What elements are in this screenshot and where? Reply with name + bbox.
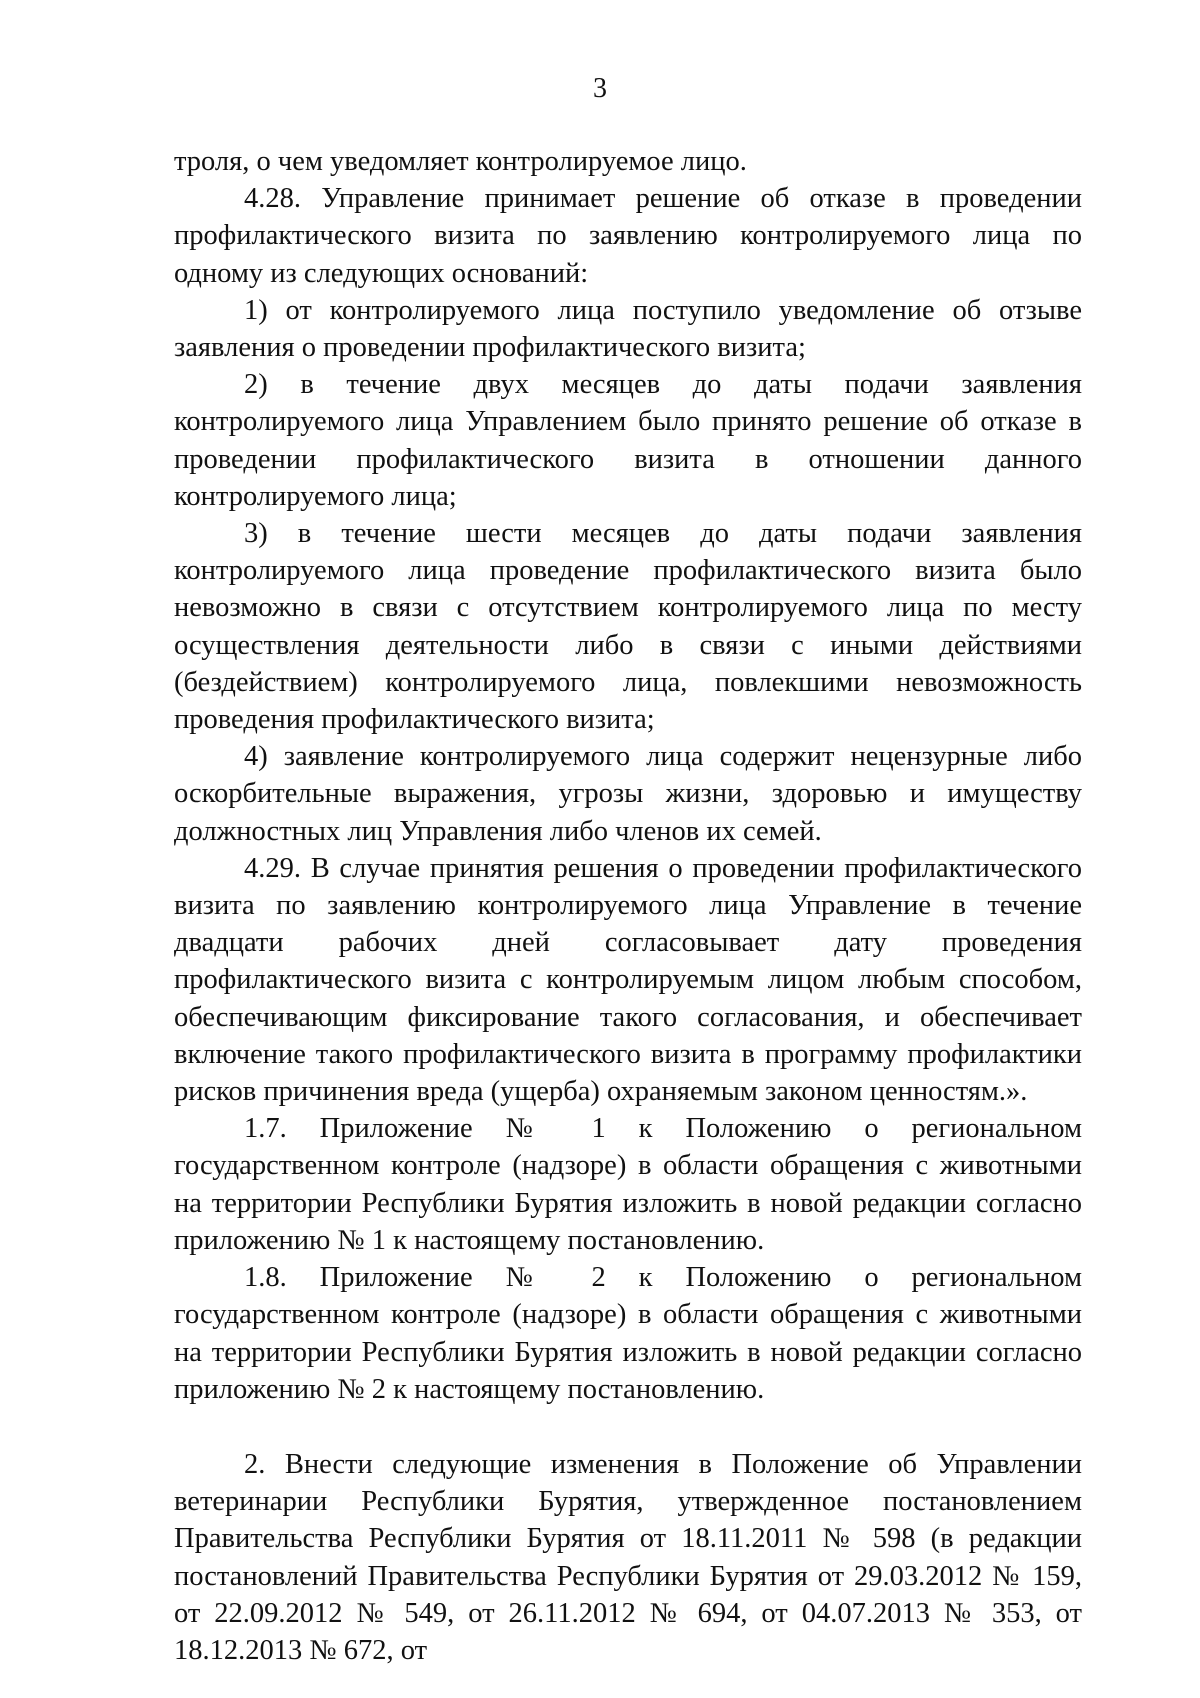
paragraph-1-7: 1.7. Приложение № 1 к Положению о региональном государственном контроле (надзоре) в области обращения с животными на территории Республики Бурятия изложить в новой редакции согласно приложению № 1 к настоящему постановлению. (174, 1113, 1082, 1256)
document-body (174, 143, 1082, 1669)
paragraph-4-29: 4.29. В случае принятия решения о проведении профилактического визита по заявлению контролируемого лица Управление в течение двадцати рабочих дней согласовывает дату проведения профилактического визита с контролируемым лицом любым способом, обеспечивающим фиксирование такого согласования, и обеспечивает включение такого профилактического визита в программу профилактики рисков причинения вреда (ущерба) охраняемым законом ценностям.». (174, 852, 1082, 1108)
page-number: 3 (593, 73, 607, 104)
list-item-2: 2) в течение двух месяцев до даты подачи заявления контролируемого лица Управлением было принято решение об отказе в проведении профилактического визита в отношении данного контролируемого лица; (174, 369, 1082, 512)
paragraph-2: 2. Внести следующие изменения в Положение об Управлении ветеринарии Республики Бурятия, утвержденное постановлением Правительства Республики Бурятия от 18.11.2011 № 598 (в редакции постановлений Правительства Республики Бурятия от 29.03.2012 № 159, от 22.09.2012 № 549, от 26.11.2012 № 694, от 04.07.2013 № 353, от 18.12.2013 № 672, от (174, 1448, 1082, 1666)
list-item-1: 1) от контролируемого лица поступило уведомление об отзыве заявления о проведении профилактического визита; (174, 294, 1082, 364)
paragraph-1-8: 1.8. Приложение № 2 к Положению о региональном государственном контроле (надзоре) в области обращения с животными на территории Республики Бурятия изложить в новой редакции согласно приложению № 2 к настоящему постановлению. (174, 1262, 1082, 1405)
paragraph-4-28: 4.28. Управление принимает решение об отказе в проведении профилактического визита по заявлению контролируемого лица по одному из следующих оснований: (174, 183, 1082, 289)
list-item-3: 3) в течение шести месяцев до даты подачи заявления контролируемого лица проведение профилактического визита было невозможно в связи с отсутствием контролируемого лица по месту осуществления деятельности либо в связи с иными действиями (бездействием) контролируемого лица, повлекшими невозможность проведения профилактического визита; (174, 518, 1082, 736)
paragraph-continuation: троля, о чем уведомляет контролируемое лицо. (174, 146, 747, 177)
list-item-4: 4) заявление контролируемого лица содержит нецензурные либо оскорбительные выражения, угрозы жизни, здоровью и имуществу должностных лиц Управления либо членов их семей. (174, 741, 1082, 847)
